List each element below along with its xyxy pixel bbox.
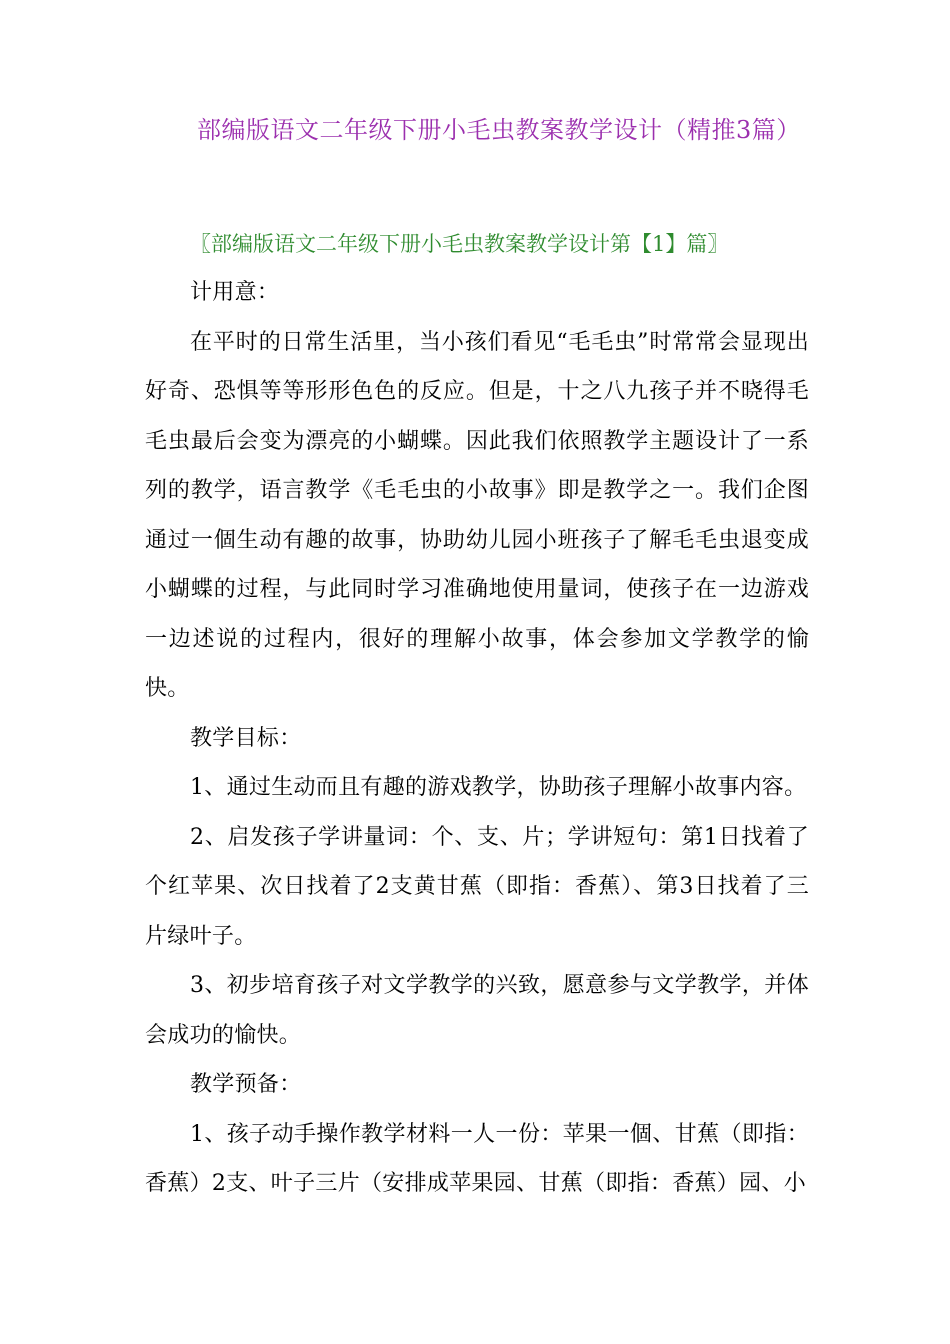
paragraph-design-intent: 在平时的日常生活里，当小孩们看见“毛毛虫”时常常会显现出好奇、恐惧等等形形色色的反应。但是，十之八九孩子并不晓得毛毛虫最后会变为漂亮的小蝴蝶。因此我们依照教学主题设计了一系列的教学，语言教学《毛毛虫的小故事》即是教学之一。我们企图通过一個生动有趣的故事，协助幼儿园小班孩子了解毛毛虫退变成小蝴蝶的过程，与此同时学习准确地使用量词，使孩子在一边游戏一边述说的过程内，很好的理解小故事，体会参加文学教学的愉快。	[145, 329, 809, 701]
paragraph-preparation-1: 1、孩子动手操作教学材料一人一份：苹果一個、甘蕉（即指：香蕉）2支、叶子三片（安排成苹果园、甘蕉（即指：香蕉）园、小	[145, 1121, 809, 1196]
paragraph-goal-3: 3、初步培育孩子对文学教学的兴致，愿意参与文学教学，并体会成功的愉快。	[145, 973, 809, 1048]
paragraph-design-intent-label: 计用意：	[190, 280, 280, 305]
paragraph-goal-1: 1、通过生动而且有趣的游戏教学，协助孩子理解小故事内容。	[190, 775, 807, 800]
document-page	[145, 106, 809, 1209]
section-heading: 〖部编版语文二年级下册小毛虫教案教学设计第【1】篇〗	[190, 232, 729, 256]
paragraph-goals-label: 教学目标：	[190, 725, 302, 751]
paragraph-goal-2: 2、启发孩子学讲量词：个、支、片；学讲短句：第1日找着了个红苹果、次日找着了2支黄甘蕉（即指：香蕉）、第3日找着了三片绿叶子。	[145, 824, 809, 949]
paragraph-preparation-label: 教学预备：	[190, 1072, 302, 1097]
document-title: 部编版语文二年级下册小毛虫教案教学设计（精推3篇）	[197, 116, 801, 144]
